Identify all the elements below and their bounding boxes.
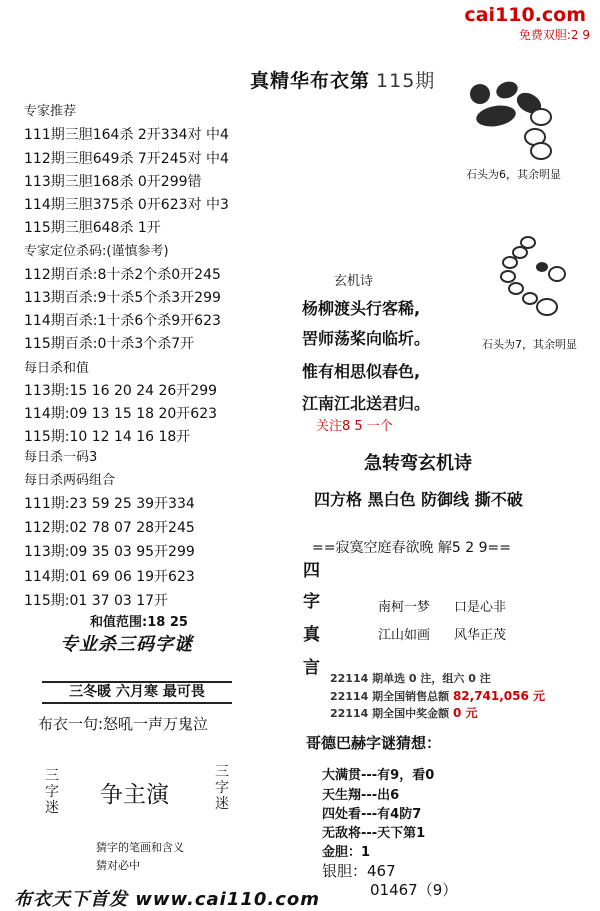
lottery-row (330, 704, 477, 721)
twist-description: 四方格 黑白色 防御线 撕不破 (314, 490, 523, 509)
ring-shape (500, 270, 516, 283)
stone-picture-2 (496, 232, 576, 322)
vertical-char: 言 (303, 658, 320, 678)
position-kill-row: 114期百杀:1十杀6个杀9开623 (24, 313, 221, 329)
expert-heading: 专家推荐 (24, 104, 77, 119)
phrase: 口是心非 (454, 600, 507, 615)
lottery-text: 22114 期全国中奖金额 (330, 707, 453, 720)
twist-title: 急转弯玄机诗 (364, 453, 472, 474)
daily-kill-one: 每日杀一码3 (24, 450, 98, 465)
daily-pair-row: 115期:01 37 03 17开 (24, 593, 169, 609)
riddle-note: 猜对必中 (96, 859, 140, 872)
ring-shape (548, 266, 566, 282)
title-text: 真精华布衣第 (250, 70, 371, 92)
riddle-answer: 争主演 (100, 782, 169, 808)
daily-pair-heading: 每日杀两码组合 (24, 473, 116, 488)
season-riddle: 三冬暖 六月寒 最可畏 (42, 681, 232, 704)
poem-heading: 玄机诗 (334, 274, 374, 289)
stone-shape (470, 84, 490, 104)
footer-text: 布衣天下首发 www.cai110.com (14, 889, 321, 910)
daily-pair-row: 111期:23 59 25 39开334 (24, 496, 195, 512)
expert-row: 114期三胆375杀 0开623对 中3 (24, 197, 229, 213)
stone-picture-1 (466, 80, 566, 160)
daily-sum-row: 114期:09 13 15 18 20开623 (24, 406, 218, 422)
daily-pair-row: 113期:09 35 03 95开299 (24, 544, 195, 560)
sum-range: 和值范围:18 25 (90, 615, 188, 630)
stone-caption: 石头为7，其余明显 (482, 338, 577, 351)
site-logo-text: cai110.com (464, 4, 586, 26)
poem-line: 杨柳渡头行客稀, (302, 299, 421, 318)
ring-shape (508, 282, 524, 295)
riddle-left-label: 三字迷 (45, 768, 59, 816)
daily-pair-row: 112期:02 78 07 28开245 (24, 520, 195, 536)
poem-line: 江南江北送君归。 (302, 394, 431, 413)
riddle-right-label: 三字迷 (215, 764, 229, 812)
phrase: 南柯一梦 (378, 600, 431, 615)
lottery-text: 22114 期单选 0 注，组六 0 注 (330, 672, 491, 685)
vertical-char: 字 (303, 592, 320, 612)
daily-sum-heading: 每日杀和值 (24, 361, 90, 376)
lottery-row (330, 670, 491, 686)
daily-sum-row: 113期:15 16 20 24 26开299 (24, 383, 218, 399)
ring-shape (536, 298, 558, 316)
ring-shape (522, 292, 538, 305)
position-kill-row: 115期百杀:0十杀3个杀7开 (24, 336, 195, 352)
stone-shape (475, 103, 518, 130)
silver-pick: 银胆：467 (322, 862, 396, 880)
poem-line: 惟有相思似春色, (302, 362, 421, 381)
guess-row: 大满贯---有9，看0 (322, 768, 435, 783)
goedel-title: 哥德巴赫字谜猜想： (306, 734, 442, 752)
phrase: 风华正茂 (454, 628, 507, 643)
daily-pair-row: 114期:01 69 06 19开623 (24, 569, 195, 585)
guess-row: 无敌将---天下第1 (322, 826, 426, 841)
position-kill-row: 112期百杀:8十杀2个杀0开245 (24, 267, 221, 283)
twist-line: ==寂寞空庭春欲晚 解5 2 9== (312, 540, 511, 556)
phrase: 江山如画 (378, 628, 431, 643)
guess-row: 四处看---有4防7 (322, 807, 422, 822)
free-pair-text: 免费双胆:2 9 (518, 28, 590, 42)
riddle-note: 猜字的笔画和含义 (96, 841, 184, 854)
final-pick: 01467（9） (370, 881, 458, 899)
issue-number: 115期 (376, 70, 436, 92)
expert-row: 111期三胆164杀 2开334对 中4 (24, 127, 229, 143)
page-title (250, 66, 435, 93)
position-kill-row: 113期百杀:9十杀5个杀3开299 (24, 290, 221, 306)
ring-shape (530, 142, 552, 160)
buyi-sentence: 布衣一句:怒吼一声万鬼泣 (38, 715, 209, 733)
poem-focus: 关注8 5 一个 (316, 419, 393, 434)
daily-sum-row: 115期:10 12 14 16 18开 (24, 429, 191, 445)
expert-row: 113期三胆168杀 0开299错 (24, 174, 202, 190)
position-kill-heading: 专家定位杀码:(谨慎参考) (24, 244, 169, 259)
lottery-text: 22114 期全国销售总额 (330, 690, 453, 703)
kill-three-title: 专业杀三码字谜 (60, 634, 193, 655)
vertical-char: 四 (303, 561, 320, 581)
vertical-char: 真 (303, 625, 320, 645)
lottery-value: 82,741,056 元 (452, 689, 546, 703)
guess-row: 天生翔---出6 (322, 788, 400, 803)
stone-caption: 石头为6，其余明显 (466, 168, 561, 181)
ring-shape (530, 108, 552, 126)
lottery-value: 0 元 (452, 706, 478, 720)
expert-row: 112期三胆649杀 7开245对 中4 (24, 151, 229, 167)
lottery-row (330, 687, 545, 704)
ring-shape (502, 256, 518, 269)
expert-row: 115期三胆648杀 1开 (24, 220, 161, 236)
stone-shape (536, 262, 548, 272)
gold-pick: 金胆：1 (322, 845, 371, 860)
poem-line: 罟师荡桨向临圻。 (302, 329, 431, 348)
